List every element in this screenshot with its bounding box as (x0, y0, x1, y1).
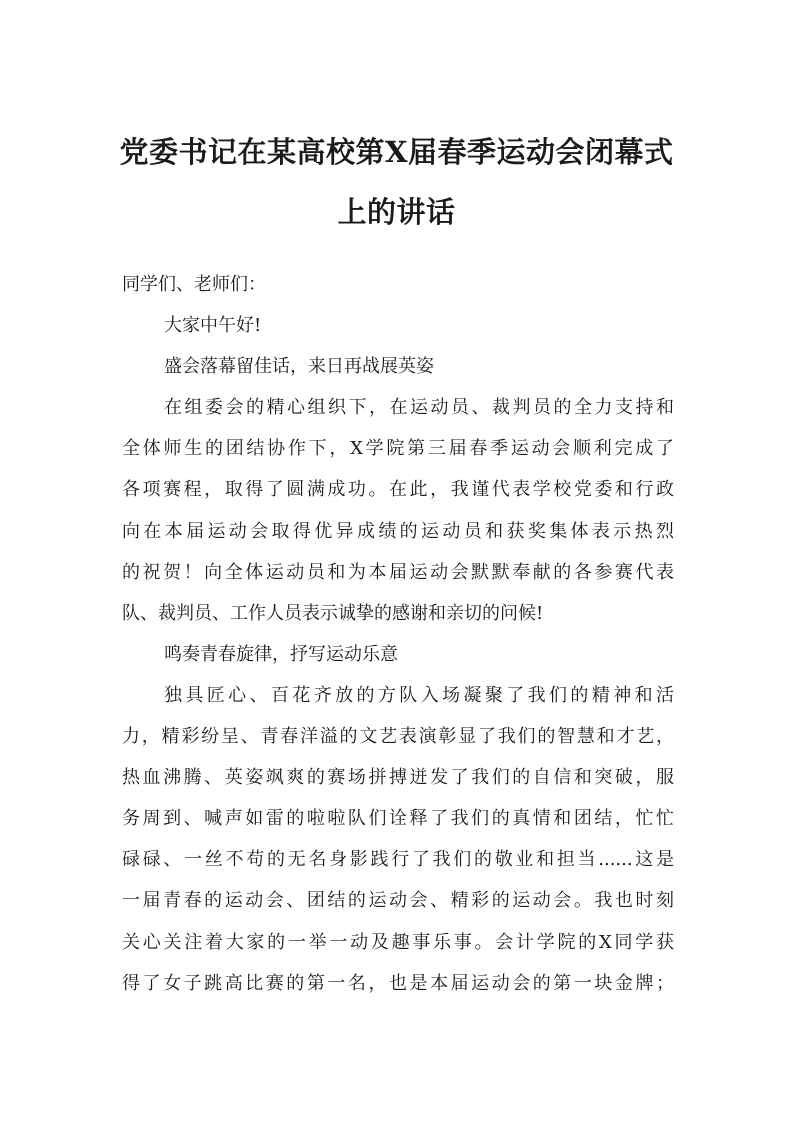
paragraph-line: 得了女子跳高比赛的第一名，也是本届运动会的第一块金牌； (122, 972, 674, 994)
paragraph-line: 独具匠心、百花齐放的方队入场凝聚了我们的精神和活 (164, 684, 674, 706)
greeting: 大家中午好! (164, 315, 262, 337)
paragraph-line: 力，精彩纷呈、青春洋溢的文艺表演彰显了我们的智慧和才艺， (122, 726, 674, 748)
paragraph-line: 一届青春的运动会、团结的运动会、精彩的运动会。我也时刻 (122, 890, 674, 912)
paragraph-line: 在组委会的精心组织下，在运动员、裁判员的全力支持和 (164, 397, 674, 419)
paragraph-line: 各项赛程，取得了圆满成功。在此，我谨代表学校党委和行政 (122, 479, 674, 501)
paragraph-line: 向在本届运动会取得优异成绩的运动员和获奖集体表示热烈 (122, 520, 674, 542)
section-heading-2: 鸣奏青春旋律，抒写运动乐意 (164, 643, 398, 665)
paragraph-line: 热血沸腾、英姿飒爽的赛场拼搏迸发了我们的自信和突破，服 (122, 767, 674, 789)
paragraph-line: 务周到、喊声如雷的啦啦队们诠释了我们的真情和团结，忙忙 (122, 808, 674, 830)
paragraph-line: 碌碌、一丝不苟的无名身影践行了我们的敬业和担当......这是 (122, 849, 674, 871)
paragraph-line: 队、裁判员、工作人员表示诚挚的感谢和亲切的问候! (122, 602, 544, 624)
document-title-line-2: 上的讲话 (337, 195, 456, 229)
document-title-line-1: 党委书记在某高校第X届春季运动会闭幕式 (119, 135, 674, 169)
section-heading-1: 盛会落幕留佳话，来日再战展英姿 (164, 356, 434, 378)
paragraph-line: 的祝贺！向全体运动员和为本届运动会默默奉献的各参赛代表 (122, 561, 674, 583)
document-body (122, 264, 674, 1004)
salutation: 同学们、老师们： (122, 274, 266, 295)
paragraph-line: 全体师生的团结协作下，X学院第三届春季运动会顺利完成了 (122, 438, 674, 460)
paragraph-line: 关心关注着大家的一举一动及趣事乐事。会计学院的X同学获 (122, 931, 674, 953)
